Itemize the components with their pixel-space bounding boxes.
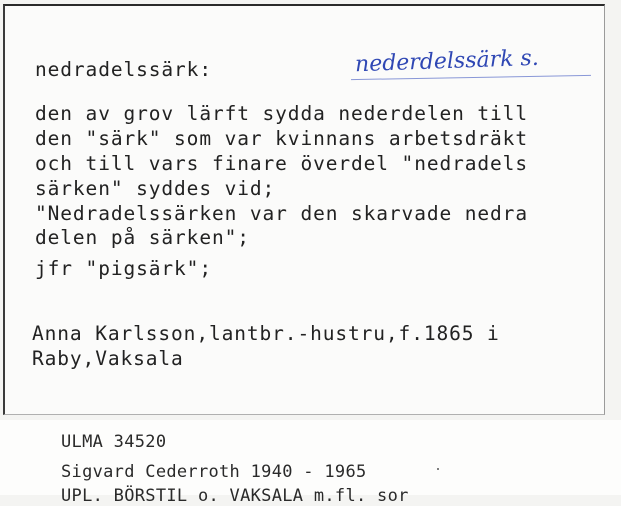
definition-line: den av grov lärft sydda nederdelen till	[35, 102, 528, 125]
informant-line: Raby,Vaksala	[32, 347, 184, 370]
headword: nedradelssärk:	[35, 58, 212, 81]
speck-mark	[437, 468, 439, 470]
definition-line: och till vars finare överdel "nedradels	[35, 152, 528, 175]
archive-id: ULMA 34520	[61, 432, 167, 452]
archive-footer	[0, 420, 621, 506]
definition-line: "Nedradelssärken var den skarvade nedra	[35, 202, 528, 225]
archive-card	[3, 4, 605, 415]
handwritten-note: nederdelssärk s.	[354, 45, 540, 78]
definition-line: den "särk" som var kvinnans arbetsdräkt	[35, 127, 528, 150]
definition-line: delen på särken";	[35, 226, 250, 249]
location-line: UPL. BÖRSTIL o. VAKSALA m.fl. sor	[61, 486, 409, 506]
definition-line: särken" syddes vid;	[35, 177, 276, 200]
cross-reference: jfr "pigsärk";	[35, 257, 212, 280]
informant-line: Anna Karlsson,lantbr.-hustru,f.1865 i	[32, 322, 500, 345]
collector-line: Sigvard Cederroth 1940 - 1965	[61, 462, 367, 482]
